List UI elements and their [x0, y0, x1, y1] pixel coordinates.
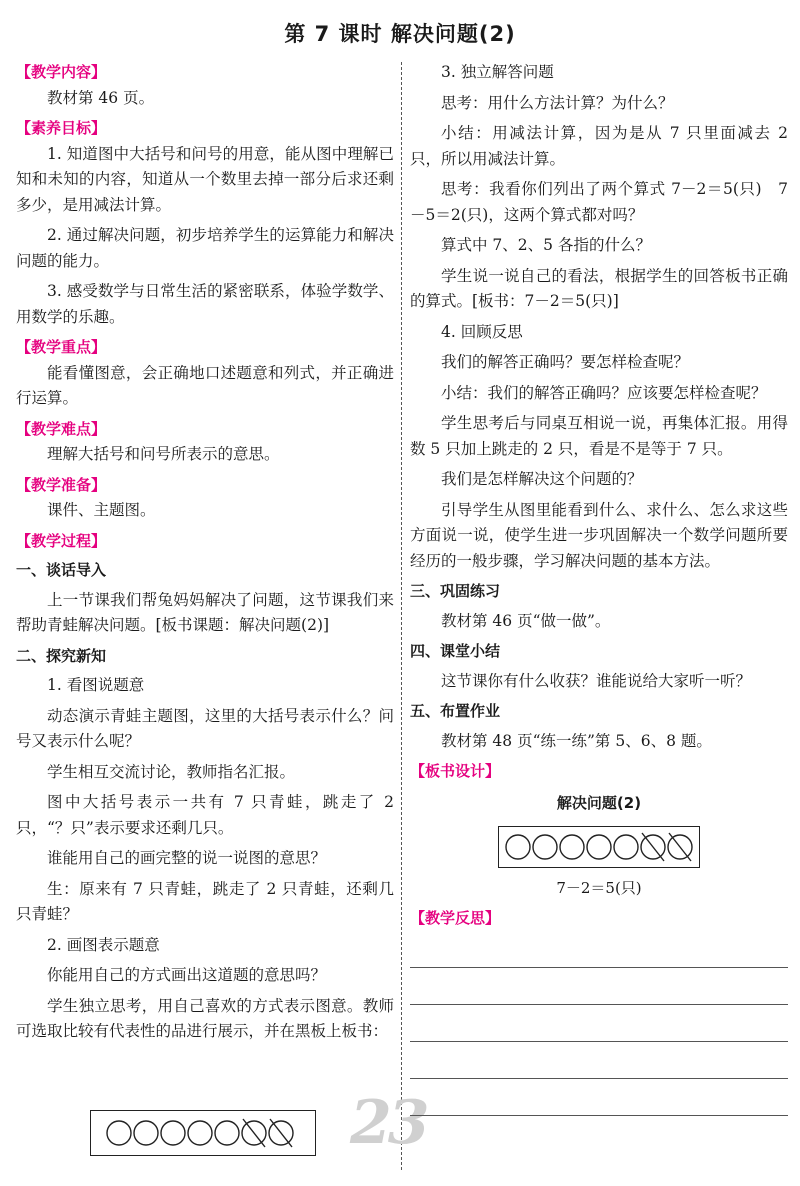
writing-line[interactable] — [410, 1042, 788, 1079]
circle — [587, 835, 611, 859]
writing-line[interactable] — [410, 1005, 788, 1042]
section-label-content: 【教学内容】 — [16, 63, 107, 81]
summary-text: 这节课你有什么收获？谁能说给大家听一听？ — [441, 671, 752, 690]
board-diagram — [498, 826, 700, 868]
section-label-prep: 【教学准备】 — [16, 475, 107, 494]
section-label-difficulty: 【教学难点】 — [16, 419, 107, 438]
circle — [560, 835, 584, 859]
step-1-title: 1. 看图说题意 — [47, 676, 145, 694]
difficulty-text: 理解大括号和问号所表示的意思。 — [47, 445, 280, 463]
left-column — [16, 60, 394, 1050]
answer-5: 引导学生从图里能看到什么、求什么、怎么求这些方面说一说，使学生进一步巩固解决一个数学问题所要经历的一般步骤，学习解决问题的基本方法。 — [410, 500, 788, 570]
circle — [614, 835, 638, 859]
goal-2: 2. 通过解决问题，初步培养学生的运算能力和解决问题的能力。 — [16, 226, 394, 270]
writing-line[interactable] — [410, 968, 788, 1005]
board-title: 解决问题(2) — [556, 793, 642, 812]
section-label-goals: 【素养目标】 — [16, 119, 107, 137]
content-text: 教材第 46 页。 — [47, 88, 155, 107]
section-label-process: 【教学过程】 — [16, 531, 107, 550]
heading-summary: 四、课堂小结 — [410, 642, 501, 660]
prep-text: 课件、主题图。 — [47, 501, 156, 519]
explore-text-5: 生：原来有 7 只青蛙，跳走了 2 只青蛙，还剩几只青蛙？ — [16, 879, 394, 923]
circle — [506, 835, 530, 859]
explore-text-4: 谁能用自己的画完整的说一说图的意思？ — [47, 849, 327, 867]
answer-2: 学生说一说自己的看法，根据学生的回答板书正确的算式。[板书：7－2＝5(只)] — [410, 266, 788, 310]
explore-text-1: 动态演示青蛙主题图，这里的大括号表示什么？问号又表示什么呢？ — [16, 706, 394, 750]
circle — [533, 835, 557, 859]
page-title: 第 7 课时 解决问题(2) — [284, 22, 516, 46]
goal-3: 3. 感受数学与日常生活的紧密联系，体验学数学、用数学的乐趣。 — [16, 282, 394, 326]
goal-1: 1. 知道图中大括号和问号的用意，能从图中理解已知和未知的内容，知道从一个数里去掉一部分后求还剩多少，是用减法计算。 — [16, 144, 394, 214]
circle — [107, 1121, 131, 1145]
column-divider — [401, 62, 402, 1170]
reflection-lines — [410, 931, 788, 1116]
circle — [188, 1121, 212, 1145]
left-board-diagram — [90, 1110, 316, 1156]
question-4: 我们的解答正确吗？要怎样检查呢？ — [441, 353, 690, 371]
summary-2: 小结：我们的解答正确吗？应该要怎样检查呢？ — [441, 383, 767, 402]
practice-text: 教材第 46 页“做一做”。 — [441, 611, 611, 630]
explore-text-3: 图中大括号表示一共有 7 只青蛙，跳走了 2 只，“？只”表示要求还剩几只。 — [16, 793, 394, 837]
section-label-key: 【教学重点】 — [16, 338, 107, 356]
circle — [161, 1121, 185, 1145]
explore-text-2: 学生相互交流讨论，教师指名汇报。 — [47, 762, 296, 781]
writing-line[interactable] — [410, 931, 788, 968]
circle — [134, 1121, 158, 1145]
heading-homework: 五、布置作业 — [410, 702, 501, 720]
board-equation: 7－2＝5(只) — [556, 879, 642, 897]
key-text: 能看懂图意，会正确地口述题意和列式，并正确进行运算。 — [16, 363, 394, 407]
page-number: 23 — [350, 1088, 426, 1158]
explore-text-7: 学生独立思考，用自己喜欢的方式表示图意。教师可选取比较有代表性的品进行展示，并在黑板上板书： — [16, 996, 394, 1040]
circles-diagram — [103, 1117, 303, 1149]
summary-1: 小结：用减法计算，因为是从 7 只里面减去 2 只，所以用减法计算。 — [410, 124, 788, 168]
heading-practice: 三、巩固练习 — [410, 582, 501, 600]
step-4-title: 4. 回顾反思 — [441, 322, 523, 341]
intro-text: 上一节课我们帮兔妈妈解决了问题，这节课我们来帮助青蛙解决问题。[板书课题：解决问题(2)] — [16, 590, 394, 634]
question-2: 思考：我看你们列出了两个算式 7－2＝5(只) 7－5＝2(只)，这两个算式都对吗？ — [410, 180, 788, 224]
section-label-board: 【板书设计】 — [410, 762, 501, 780]
writing-line[interactable] — [410, 1079, 788, 1116]
right-column — [410, 60, 788, 1116]
heading-intro: 一、谈话导入 — [16, 561, 107, 579]
question-5: 我们是怎样解决这个问题的？ — [441, 470, 643, 488]
question-1: 思考：用什么方法计算？为什么？ — [441, 93, 674, 112]
answer-4: 学生思考后与同桌互相说一说，再集体汇报。用得数 5 只加上跳走的 2 只，看是不是等于 7 只。 — [410, 414, 788, 458]
step-3-title: 3. 独立解答问题 — [441, 63, 554, 81]
homework-text: 教材第 48 页“练一练”第 5、6、8 题。 — [441, 731, 712, 750]
board-circles-diagram — [504, 831, 694, 863]
circle — [215, 1121, 239, 1145]
heading-explore: 二、探究新知 — [16, 646, 107, 665]
question-3: 算式中 7、2、5 各指的什么？ — [441, 236, 651, 254]
section-label-reflection: 【教学反思】 — [410, 908, 501, 927]
step-2-title: 2. 画图表示题意 — [47, 935, 160, 954]
explore-text-6: 你能用自己的方式画出这道题的意思吗？ — [47, 966, 327, 984]
